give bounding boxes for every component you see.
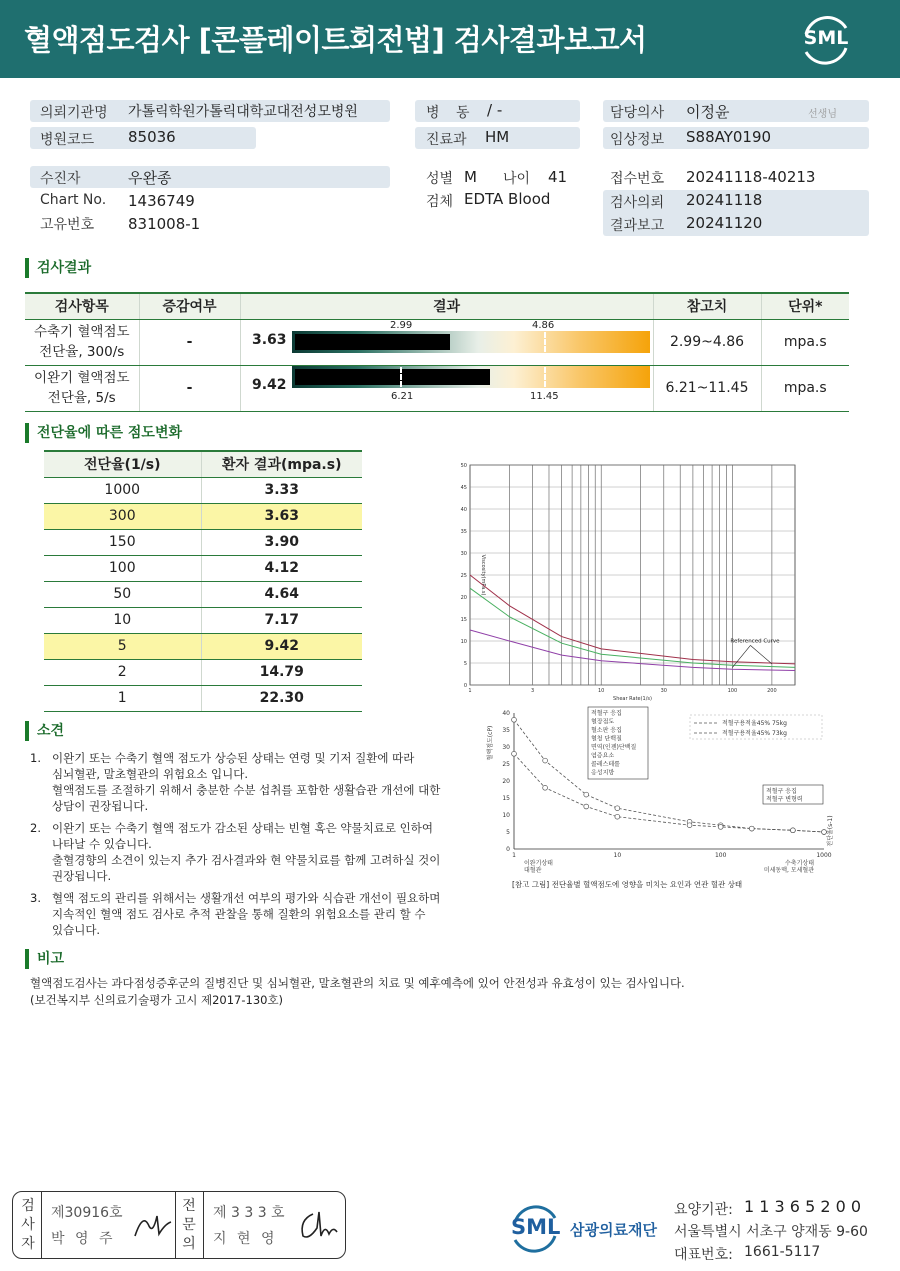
table-row (44, 685, 362, 711)
y2-axis-label: 전단율(s-1) (827, 815, 834, 847)
y-tick-label: 20 (460, 595, 467, 601)
table-row (44, 555, 362, 581)
data-point (615, 806, 620, 811)
results-col-header: 단위* (761, 293, 849, 319)
age-label: 나이 (503, 171, 531, 187)
ref-high-marker (544, 367, 546, 387)
requester-label: 의뢰기관명 (40, 105, 108, 121)
factor-label: 혈장점도 (591, 718, 615, 726)
receipt-value: 20241118-40213 (686, 168, 816, 186)
sex-value: M (464, 168, 477, 186)
examiner-label-text: 검사자 (21, 1198, 35, 1252)
reference-chart (478, 705, 840, 900)
opinion-number: 3. (30, 891, 41, 905)
shear-rate: 10 (44, 607, 201, 633)
opinion-section-title: 소견 (25, 721, 64, 741)
opinion-line: 있습니다. (52, 923, 101, 937)
unit-value: mpa.s (761, 365, 849, 411)
id-value: 831008-1 (128, 215, 201, 233)
address: 서울특별시 서초구 양재동 9-60 (674, 1224, 868, 1240)
opinion-line: 출혈경향의 소견이 있는지 추가 검사결과와 현 약물치료를 함께 고려하실 것이 (52, 853, 441, 867)
change-value: - (139, 365, 240, 411)
result-bar (292, 366, 650, 388)
x-axis-label: Shear Rate(1/s) (613, 696, 652, 702)
requester-value: 가톨릭학원가톨릭대학교대전성모병원 (128, 104, 358, 120)
chart-caption: [참고 그림] 전단율별 혈액점도에 영향을 미치는 요인과 연관 혈관 상태 (512, 880, 743, 889)
remarks-text (30, 975, 870, 1009)
y-tick-label: 15 (502, 795, 510, 802)
clinical-label: 임상정보 (610, 132, 665, 148)
table-row (44, 503, 362, 529)
test-item-shear: 전단율, 5/s (47, 390, 116, 406)
report-title: 혈액점도검사 [콘플레이트회전법] 검사결과보고서 (24, 23, 647, 57)
y-tick-label: 30 (502, 744, 510, 751)
remarks-line: 혈액점도검사는 과다점성증후군의 질병진단 및 심뇌혈관, 말초혈관의 치료 및 예후예측에 있어 안전성과 유효성이 있는 검사입니다. (30, 976, 685, 990)
table-row (44, 633, 362, 659)
x-tick-label: 100 (714, 852, 727, 859)
code-value: 1 1 3 6 5 2 0 0 (744, 1197, 862, 1216)
examiner-label (16, 1197, 40, 1254)
opinion-line: 권장됩니다. (52, 869, 112, 883)
dept-label: 진료과 (426, 132, 467, 148)
y-tick-label: 25 (502, 761, 510, 768)
y-tick-label: 20 (502, 778, 510, 785)
dept-value: HM (485, 128, 510, 146)
shear-rate: 50 (44, 581, 201, 607)
factor-label: 혈청 단백질 (591, 735, 622, 743)
specialist-label (177, 1197, 201, 1254)
data-point (615, 814, 620, 819)
ward-label: 병 동 (426, 105, 476, 121)
y-tick-label: 5 (463, 661, 467, 667)
doctor-value: 이정윤 (686, 103, 730, 121)
shear-value: 9.42 (201, 633, 362, 659)
chart-value: 1436749 (128, 192, 195, 210)
shear-rate: 5 (44, 633, 201, 659)
x-tick-label: 3 (531, 688, 535, 694)
shear-value: 3.90 (201, 529, 362, 555)
clinical-value: S88AY0190 (686, 128, 772, 146)
x-tick-label: 1 (512, 852, 516, 859)
remarks-section-title: 비고 (25, 949, 64, 969)
report-value: 20241120 (686, 214, 763, 232)
signature-box (12, 1191, 346, 1259)
table-row (44, 581, 362, 607)
code-label: 요양기관: (674, 1202, 733, 1218)
unit-value: mpa.s (761, 319, 849, 365)
y-tick-label: 35 (502, 727, 510, 734)
ref-high-marker (544, 332, 546, 352)
age-value: 41 (548, 168, 568, 186)
x-tick-label: 200 (767, 688, 777, 694)
shear-value: 14.79 (201, 659, 362, 685)
patient-value: 우완종 (128, 169, 172, 187)
shear-value: 7.17 (201, 607, 362, 633)
y-tick-label: 50 (460, 463, 467, 469)
examiner-name: 박 영 주 (51, 1231, 116, 1247)
x-tick-label: 100 (727, 688, 738, 694)
x-tick-label: 1 (468, 688, 472, 694)
x-left-note: 대혈관 (524, 867, 542, 874)
doctor-suffix: 선생님 (808, 109, 837, 120)
y-axis-label: Viscosity(mPa.s) (480, 554, 486, 596)
opinion-line: 혈액 점도의 관리를 위해서는 생활개선 여부의 평가와 식습관 개선이 필요하며 (52, 891, 441, 905)
factor-label: 면역(인젠)단백질 (591, 744, 637, 751)
y-tick-label: 45 (460, 485, 467, 491)
ref-high-label: 11.45 (530, 391, 559, 402)
opinion-line: 이완기 또는 수축기 혈액 점도가 상승된 상태는 연령 및 기저 질환에 따라 (52, 751, 415, 765)
shear-rate: 300 (44, 503, 201, 529)
table-row (44, 529, 362, 555)
factor-label: 적혈구 응집 (591, 710, 622, 717)
divider (41, 1192, 42, 1258)
x-tick-label: 30 (660, 688, 667, 694)
patient-box (30, 166, 390, 188)
specialist-number: 제 3 3 3 호 (213, 1205, 285, 1221)
opinion-list (30, 750, 460, 944)
results-col-header: 참고치 (653, 293, 761, 319)
result-value: 9.42 (252, 377, 287, 393)
test-item-shear: 전단율, 300/s (39, 344, 125, 360)
x-tick-label: 1000 (816, 852, 832, 859)
ref-low-label: 2.99 (390, 320, 413, 331)
specialist-label-text: 전문의 (182, 1198, 196, 1252)
shear-value: 22.30 (201, 685, 362, 711)
specialist-signature-icon (295, 1206, 339, 1244)
y-tick-label: 5 (506, 829, 510, 836)
result-bar-fill (295, 334, 450, 350)
factor2-label: 적혈구 변형력 (766, 796, 803, 803)
y-tick-label: 0 (506, 846, 510, 853)
y-tick-label: 15 (460, 617, 467, 623)
opinion-line: 이완기 또는 수축기 혈액 점도가 감소된 상태는 빈혈 혹은 약물치료로 인하여 (52, 821, 433, 835)
data-point (687, 823, 692, 828)
opinion-line: 지속적인 혈액 점도 검사로 추적 관찰을 통해 질환의 위험요소를 관리 할 수 (52, 907, 426, 921)
shear-rate: 1 (44, 685, 201, 711)
sex-label: 성별 (426, 171, 454, 187)
shear-header-row (44, 451, 362, 477)
phone-label: 대표번호: (674, 1247, 733, 1263)
test-item (25, 365, 139, 411)
factor-label: 염증요소 (591, 752, 615, 760)
report-header (0, 0, 900, 78)
org-name: 삼광의료재단 (570, 1221, 657, 1239)
list-item (30, 820, 460, 884)
shear-rate: 2 (44, 659, 201, 685)
doctor-label: 담당의사 (610, 105, 665, 121)
ref-value: 6.21~11.45 (653, 365, 761, 411)
receipt-label: 접수번호 (610, 171, 665, 187)
result-bar (292, 331, 650, 353)
y-axis-label: 혈액점도(cP) (487, 725, 494, 761)
chart-label: Chart No. (40, 192, 107, 208)
y-tick-label: 10 (502, 812, 510, 819)
data-point (543, 785, 548, 790)
ref-low-marker (400, 367, 402, 387)
y-tick-label: 10 (460, 639, 467, 645)
shear-table (44, 450, 362, 712)
y-tick-label: 40 (460, 507, 467, 513)
change-value: - (139, 319, 240, 365)
report-label: 결과보고 (610, 218, 665, 234)
divider (175, 1192, 176, 1258)
specimen-value: EDTA Blood (464, 190, 551, 208)
legend-label: 적혈구용적율45% 73kg (722, 730, 787, 737)
table-row (44, 477, 362, 503)
shear-value: 3.33 (201, 477, 362, 503)
ref-value: 2.99~4.86 (653, 319, 761, 365)
data-point (584, 792, 589, 797)
divider (203, 1192, 204, 1258)
shear-value: 3.63 (201, 503, 362, 529)
ref-low-label: 6.21 (391, 391, 414, 402)
shear-col-header: 전단율(1/s) (44, 451, 201, 477)
header-logo-text: SML (803, 27, 849, 49)
test-item (25, 319, 139, 365)
shear-value: 4.64 (201, 581, 362, 607)
shear-col-header: 환자 결과(mpa.s) (201, 451, 362, 477)
opinion-number: 2. (30, 821, 41, 835)
viscosity-chart (455, 460, 800, 705)
data-point (718, 825, 723, 830)
shear-rate: 150 (44, 529, 201, 555)
results-col-header: 결과 (240, 293, 653, 319)
opinion-line: 혈액점도를 조절하기 위해서 충분한 수분 섭취를 포함한 생활습관 개선에 대한 (52, 783, 441, 797)
examiner-signature-icon (131, 1204, 175, 1244)
id-label: 고유번호 (40, 217, 95, 233)
opinion-line: 나타날 수 있습니다. (52, 837, 152, 851)
data-point (543, 758, 548, 763)
results-header-row (25, 293, 849, 319)
data-point (584, 804, 589, 809)
opinion-line: 심뇌혈관, 말초혈관의 위험요소 입니다. (52, 767, 249, 781)
test-item-name: 이완기 혈액점도 (33, 370, 130, 386)
results-col-header: 검사항목 (25, 293, 139, 319)
y-tick-label: 35 (460, 529, 467, 535)
opinion-number: 1. (30, 751, 41, 765)
data-point (790, 828, 795, 833)
x-right-note: 미세동맥, 모세혈관 (763, 867, 814, 874)
hospital-code-label: 병원코드 (40, 132, 95, 148)
data-point (512, 751, 517, 756)
opinion-line: 상담이 권장됩니다. (52, 799, 149, 813)
table-row (44, 607, 362, 633)
y-tick-label: 40 (502, 710, 510, 717)
specialist-name: 지 현 영 (213, 1231, 278, 1247)
examiner-number: 제30916호 (51, 1205, 123, 1221)
x-left-note: 이완기상태 (524, 860, 553, 867)
x-tick-label: 10 (613, 852, 622, 859)
y-tick-label: 25 (460, 573, 467, 579)
list-item (30, 890, 460, 938)
data-point (822, 830, 827, 835)
shear-section-title: 전단율에 따른 점도변화 (25, 423, 182, 443)
result-bar-fill (295, 369, 490, 385)
annotation-label: Referenced Curve (730, 638, 780, 645)
phone-value: 1661-5117 (744, 1244, 821, 1260)
y-tick-label: 30 (460, 551, 467, 557)
results-section-title: 검사결과 (25, 258, 91, 278)
legend-label: 적혈구용적율45% 75kg (722, 720, 787, 727)
data-point (512, 717, 517, 722)
y-tick-label: 0 (463, 683, 467, 689)
shear-value: 4.12 (201, 555, 362, 581)
shear-rate: 100 (44, 555, 201, 581)
hospital-code-value: 85036 (128, 128, 176, 146)
factor-label: 혈소판 응집 (591, 727, 622, 734)
x-right-note: 수축기상태 (785, 860, 814, 867)
list-item (30, 750, 460, 814)
data-point (749, 826, 754, 831)
ref-high-label: 4.86 (532, 320, 555, 331)
table-row (44, 659, 362, 685)
factor-label: 콜레스테롤 (591, 761, 620, 768)
request-label: 검사의뢰 (610, 195, 665, 211)
shear-rate: 1000 (44, 477, 201, 503)
test-item-name: 수축기 혈액점도 (33, 324, 130, 340)
result-value: 3.63 (252, 332, 287, 348)
remarks-line: (보건복지부 신의료기술평가 고시 제2017-130호) (30, 993, 284, 1007)
footer-logo-text: SML (511, 1215, 561, 1239)
ward-value: / - (487, 101, 503, 119)
factor-label: 응성지방 (591, 769, 615, 777)
x-tick-label: 10 (598, 688, 605, 694)
request-value: 20241118 (686, 191, 763, 209)
factor2-label: 적혈구 응집 (766, 788, 797, 795)
results-col-header: 증감여부 (139, 293, 240, 319)
specimen-label: 검체 (426, 194, 454, 210)
patient-label: 수진자 (40, 171, 81, 187)
